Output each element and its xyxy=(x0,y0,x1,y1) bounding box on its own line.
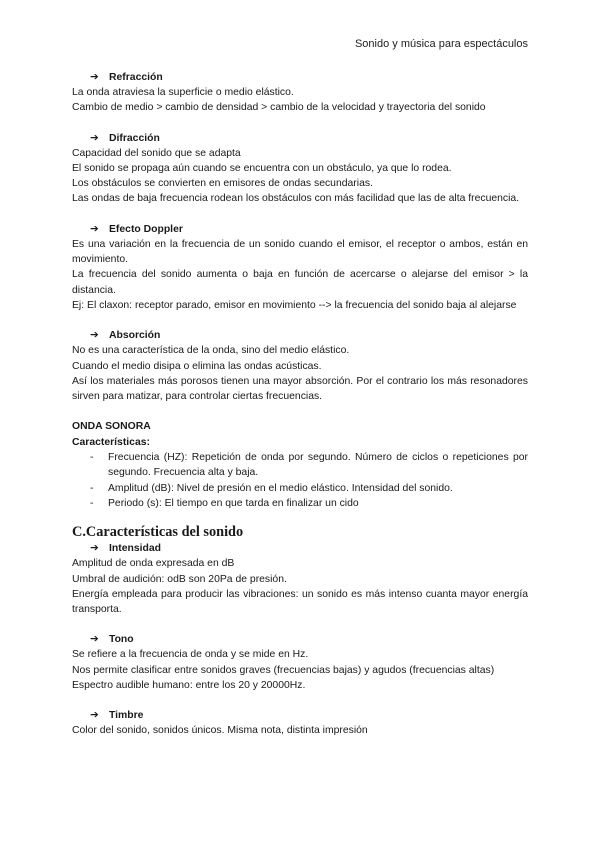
section-title: Absorción xyxy=(109,330,161,342)
section-title: Tono xyxy=(109,634,134,646)
paragraph-line: Se refiere a la frecuencia de onda y se mide en Hz. xyxy=(72,649,309,661)
paragraph-line: Energía empleada para producir las vibraciones: un sonido es más intenso cuanta mayor energía transporta. xyxy=(72,588,528,616)
section-heading-absorcion xyxy=(90,328,528,343)
paragraph-line: Ej: El claxon: receptor parado, emisor en movimiento --> la frecuencia del sonido baja al alejarse xyxy=(72,299,517,311)
running-header: Sonido y música para espectáculos xyxy=(354,38,528,50)
onda-sonora-title: ONDA SONORA xyxy=(72,421,151,433)
paragraph-line: La frecuencia del sonido aumenta o baja en función de acercarse o alejarse del emisor > la distancia. xyxy=(72,269,528,296)
section-title: Difracción xyxy=(109,132,160,144)
paragraph-line: Amplitud de onda expresada en dB xyxy=(72,558,235,570)
section-title: Intensidad xyxy=(109,543,161,555)
arrow-right-icon: ➔ xyxy=(90,72,99,83)
page-content xyxy=(72,70,528,739)
dash-icon: - xyxy=(90,482,94,494)
section-heading-difraccion xyxy=(90,131,528,146)
chapter-heading: C.Características del sonido xyxy=(72,524,244,541)
paragraph-line: Así los materiales más porosos tienen una mayor absorción. Por el contrario los más resonadores sirven para matizar, para controlar ciertas frecuencias. xyxy=(72,375,528,403)
caracteristicas-list xyxy=(72,450,528,511)
list-item-text: Frecuencia (HZ): Repetición de onda por segundo. Número de ciclos o repeticiones por segundo. Frecuencia alta y baja. xyxy=(108,452,528,479)
paragraph-line: La onda atraviesa la superficie o medio elástico. xyxy=(72,87,294,98)
list-item xyxy=(72,496,528,511)
paragraph-line: Cuando el medio disipa o elimina las ondas acústicas. xyxy=(72,360,322,372)
paragraph-line: Es una variación en la frecuencia de un sonido cuando el emisor, el receptor o ambos, están en movimiento. xyxy=(72,238,528,266)
section-heading-refraccion xyxy=(90,70,528,85)
paragraph-line: Las ondas de baja frecuencia rodean los obstáculos con más facilidad que las de alta frecuencia. xyxy=(72,193,520,205)
arrow-right-icon: ➔ xyxy=(90,543,99,555)
paragraph-line: El sonido se propaga aún cuando se encuentra con un obstáculo, ya que lo rodea. xyxy=(72,162,452,174)
paragraph-line: Color del sonido, sonidos únicos. Misma nota, distinta impresión xyxy=(72,725,368,737)
section-heading-doppler xyxy=(90,222,528,237)
section-title: Refracción xyxy=(109,72,163,83)
paragraph-line: Nos permite clasificar entre sonidos graves (frecuencias bajas) y agudos (frecuencias altas) xyxy=(72,664,495,676)
arrow-right-icon: ➔ xyxy=(90,634,99,646)
list-item-text: Periodo (s): El tiempo en que tarda en finalizar un cido xyxy=(108,497,359,509)
caracteristicas-subtitle: Características: xyxy=(72,436,150,448)
arrow-right-icon: ➔ xyxy=(90,330,99,342)
section-title: Efecto Doppler xyxy=(109,223,183,235)
paragraph-line: Capacidad del sonido que se adapta xyxy=(72,147,241,159)
arrow-right-icon: ➔ xyxy=(90,132,99,144)
dash-icon: - xyxy=(90,497,94,509)
arrow-right-icon: ➔ xyxy=(90,710,99,722)
section-heading-timbre xyxy=(90,708,528,723)
section-heading-intensidad xyxy=(90,541,528,556)
paragraph-line: Los obstáculos se convierten en emisores de ondas secundarias. xyxy=(72,178,373,190)
paragraph-line: Espectro audible humano: entre los 20 y 20000Hz. xyxy=(72,680,306,692)
dash-icon: - xyxy=(90,452,94,464)
paragraph-line: Cambio de medio > cambio de densidad > cambio de la velocidad y trayectoria del sonido xyxy=(72,102,486,114)
list-item-text: Amplitud (dB): Nivel de presión en el medio elástico. Intensidad del sonido. xyxy=(108,482,453,494)
list-item xyxy=(72,450,528,481)
section-heading-tono xyxy=(90,632,528,647)
paragraph-line: Umbral de audición: odB son 20Pa de presión. xyxy=(72,573,287,585)
arrow-right-icon: ➔ xyxy=(90,223,99,235)
list-item xyxy=(72,481,528,496)
section-title: Timbre xyxy=(109,710,144,722)
paragraph-line: No es una característica de la onda, sino del medio elástico. xyxy=(72,345,350,357)
